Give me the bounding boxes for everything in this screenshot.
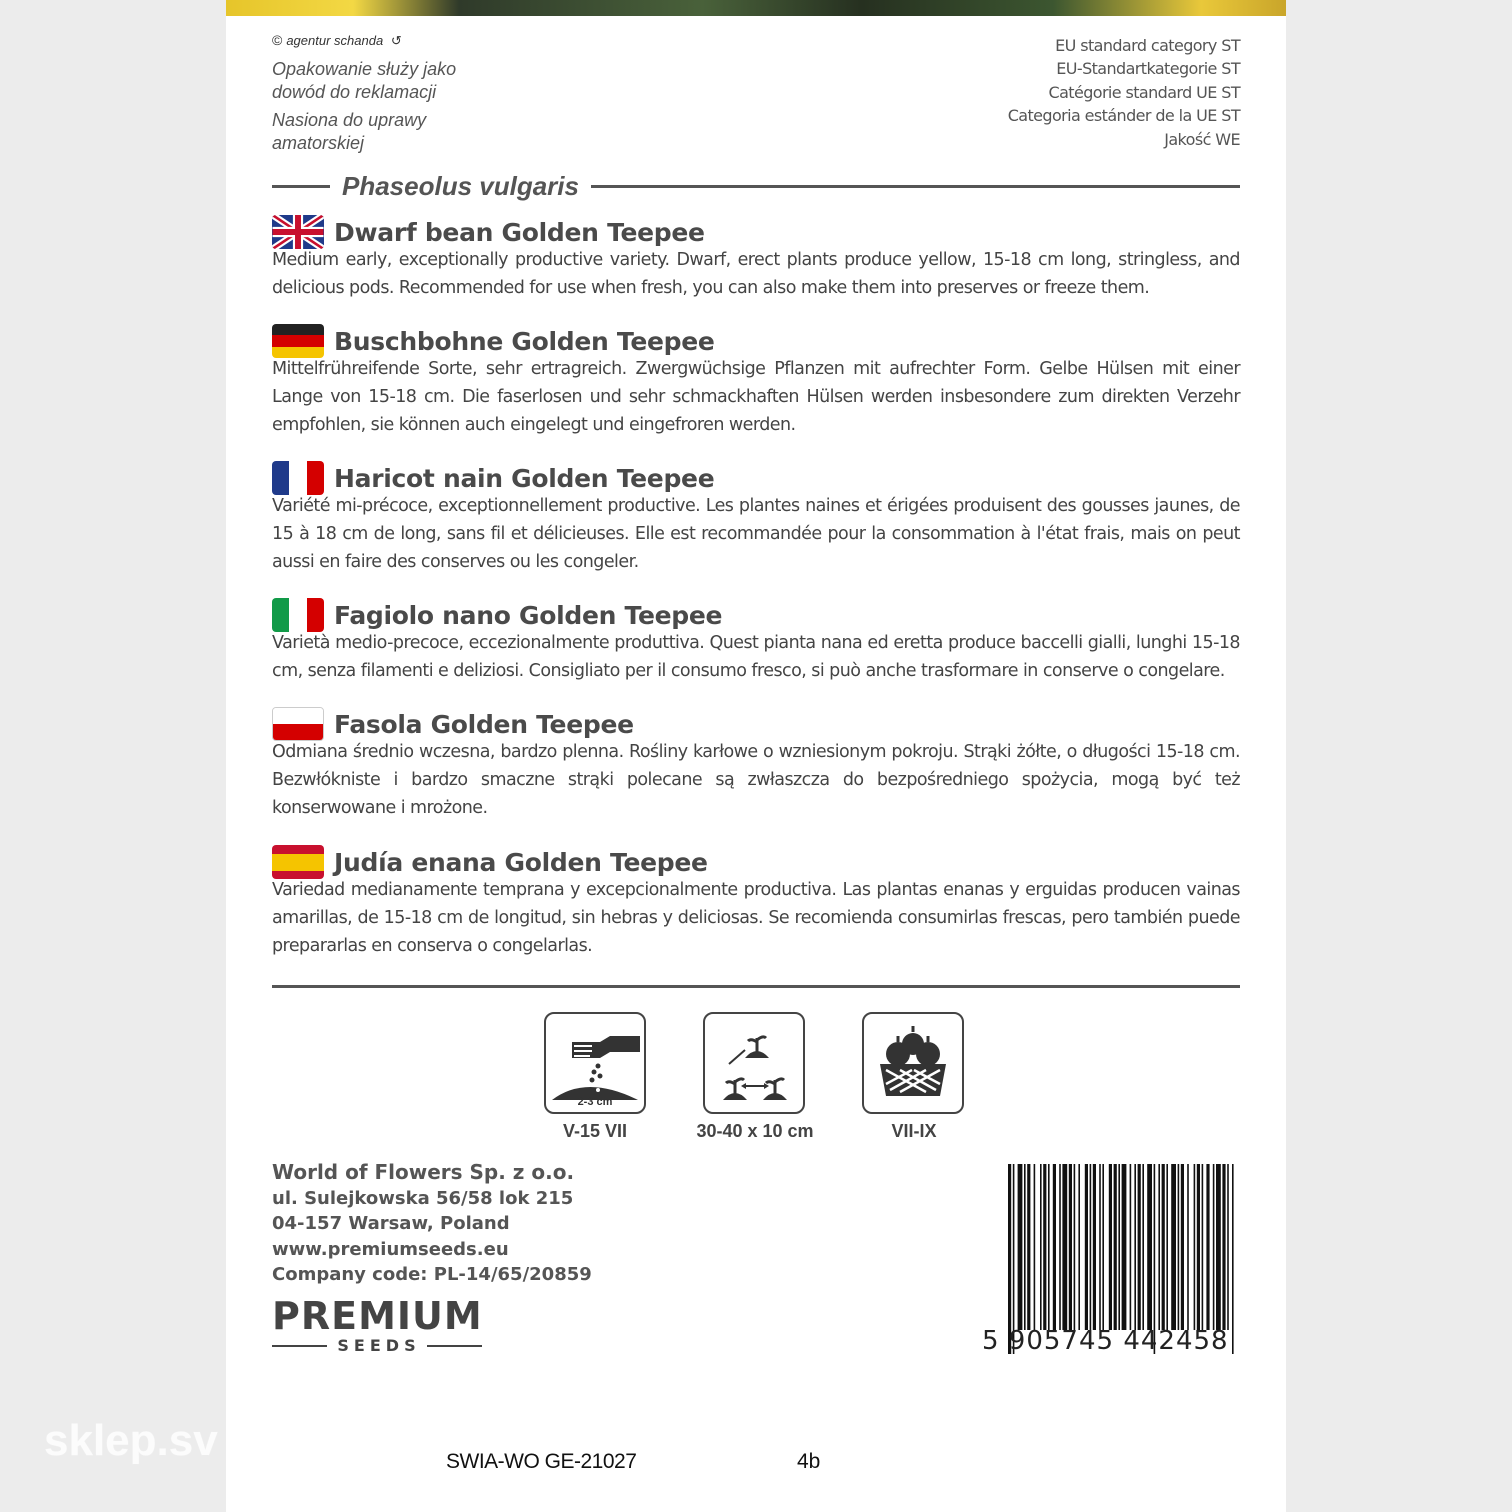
spacing-label: 30-40 x 10 cm [696, 1121, 814, 1141]
seed-packet-back [226, 0, 1286, 1512]
barcode-bar [1048, 1164, 1050, 1330]
barcode-bar [1085, 1164, 1088, 1330]
signature-mark-icon: ↺ [390, 33, 402, 48]
watermark: sklep.sv [44, 1416, 218, 1465]
latin-name-row [272, 168, 1240, 204]
barcode-bar [1147, 1164, 1152, 1330]
legal-notes-pl [272, 58, 572, 160]
barcode-bar [1018, 1164, 1023, 1330]
print-number: 4b [797, 1450, 821, 1473]
copyright-icon: © [272, 32, 283, 48]
barcode-bar [1099, 1164, 1101, 1330]
barcode-bar [1114, 1164, 1117, 1330]
spain-flag-icon [272, 845, 324, 879]
sowing-time-label: V-15 VII [562, 1121, 628, 1141]
barcode-bar [1043, 1164, 1046, 1330]
divider-long [591, 185, 1240, 188]
harvest-time-label: VII-IX [891, 1121, 937, 1141]
barcode-bar [1142, 1164, 1144, 1330]
barcode-bar [1074, 1164, 1076, 1330]
latin-name: Phaseolus vulgaris [342, 170, 579, 201]
eu-category-de: EU-Standartkategorie ST [1056, 59, 1240, 79]
barcode-bar [1034, 1164, 1036, 1330]
section-body: Odmiana średnio wczesna, bardzo plenna. Rośliny karłowe o wzniesionym pokroju. Strąki żółte, o długości 15-18 cm. Bezwłókniste i bardzo smaczne strąki polecane są zwłaszcza do bezpośredniego spożycia, mogą być też konserwowane i mrożone. [272, 742, 1240, 818]
barcode-bar [1134, 1164, 1136, 1330]
section-de [272, 323, 1240, 439]
poland-flag-icon [272, 707, 324, 741]
barcode-bar [1118, 1164, 1120, 1330]
barcode-bar [1102, 1164, 1104, 1330]
barcode-bar [1227, 1164, 1229, 1330]
france-flag-icon [272, 461, 324, 495]
company-name: World of Flowers Sp. z o.o. [272, 1160, 575, 1184]
logo-seeds: SEEDS [337, 1336, 421, 1355]
barcode-bar [1216, 1164, 1221, 1330]
barcode-bar [1130, 1164, 1132, 1330]
sowing-depth: 2-3 cm [577, 1096, 613, 1108]
barcode-bar [1162, 1164, 1165, 1330]
divider-short [272, 185, 330, 188]
company-code: Company code: PL-14/65/20859 [272, 1264, 592, 1285]
barcode-bar [1027, 1164, 1030, 1330]
barcode-number: 5 905745 442458 [982, 1326, 1229, 1356]
barcode-bar [1197, 1164, 1200, 1330]
section-it [272, 597, 1240, 685]
barcode-bar [1166, 1164, 1168, 1330]
barcode-bar [1122, 1164, 1127, 1330]
company-city: 04-157 Warsaw, Poland [272, 1213, 510, 1234]
amateur-note: Nasiona do uprawy amatorskiej [272, 110, 427, 153]
section-body: Variedad medianamente temprana y excepcionalmente productiva. Las plantas enanas y erguidas producen vainas amarillas, de 15-18 cm de longitud, sin hebras y deliciosas. Se recomienda consumirlas frescas, pero también puede prepararlas en conserva o congelarlas. [272, 880, 1240, 956]
germany-flag-icon [272, 324, 324, 358]
barcode-bar [1171, 1164, 1176, 1330]
section-title: Fasola Golden Teepee [334, 709, 634, 739]
barcode-bar [1090, 1164, 1092, 1330]
section-divider [272, 985, 1240, 988]
barcode-bar [1024, 1164, 1026, 1330]
barcode-bar [1053, 1164, 1056, 1330]
barcode-bar [1158, 1164, 1160, 1330]
harvest-basket-icon [862, 1012, 964, 1114]
company-street: ul. Sulejkowska 56/58 lok 215 [272, 1187, 574, 1209]
company-website[interactable]: www.premiumseeds.eu [272, 1238, 509, 1260]
barcode-bar [1181, 1164, 1184, 1330]
barcode-bar [1109, 1164, 1112, 1330]
packet-photo-strip [226, 0, 1286, 16]
barcode-bar [1093, 1164, 1096, 1330]
premium-seeds-logo [272, 1296, 482, 1355]
section-title: Dwarf bean Golden Teepee [334, 217, 705, 247]
eu-category-es: Categoria estánder de la UE ST [1007, 106, 1240, 126]
section-pl [272, 706, 1240, 822]
photo-copyright: © agentur schanda ↺ [272, 32, 402, 48]
eu-category-pl: Jakość WE [1164, 129, 1240, 149]
section-title: Buschbohne Golden Teepee [334, 326, 715, 356]
barcode-bar [1059, 1164, 1061, 1330]
eu-standard-notes [940, 34, 1240, 151]
barcode-bar [1078, 1164, 1080, 1330]
barcode-bar [1194, 1164, 1196, 1330]
eu-category-en: EU standard category ST [1055, 36, 1240, 55]
barcode-bar [1222, 1164, 1225, 1330]
section-es [272, 844, 1240, 960]
barcode-bar [1202, 1164, 1204, 1330]
section-body: Medium early, exceptionally productive variety. Dwarf, erect plants produce yellow, 15-18 cm long, stringless, and delicious pods. Recommended for use when fresh, you can also make them into preserves or freeze them. [272, 250, 1240, 298]
barcode-bar [1069, 1164, 1072, 1330]
section-body: Varietà medio-precoce, eccezionalmente produttiva. Quest pianta nana ed eretta produce baccelli gialli, lunghi 15-18 cm, senza filamenti e deliziosi. Consigliato per il consumo fresco, si può anche trasformare in conserve o congelare. [272, 633, 1240, 681]
eu-category-fr: Catégorie standard UE ST [1048, 82, 1240, 102]
section-title: Haricot nain Golden Teepee [334, 463, 715, 493]
section-title: Fagiolo nano Golden Teepee [334, 600, 723, 630]
section-fr [272, 460, 1240, 576]
barcode-bar [1062, 1164, 1067, 1330]
italy-flag-icon [272, 598, 324, 632]
print-code: SWIA-WO GE-21027 [446, 1450, 637, 1473]
logo-premium: PREMIUM [272, 1294, 483, 1338]
uk-flag-icon [272, 215, 324, 249]
barcode-bar [1187, 1164, 1189, 1330]
section-body: Variété mi-précoce, exceptionnellement productive. Les plantes naines et érigées produisent des gousses jaunes, de 15 à 18 cm de long, sans fil et délicieuses. Elle est recommandée pour la consommation à l'état frais, mais on peut aussi en faire des conserves ou les congeler. [272, 496, 1240, 572]
section-body: Mittelfrühreifende Sorte, sehr ertragreich. Zwergwüchsige Pflanzen mit aufrechter Form. Gelbe Hülsen mit einer Lange von 15-18 cm. Die faserlosen und sehr schmackhaften Hülsen werden insbesondere zum direkten Verzehr empfohlen, sie können auch eingelegt und eingefroren werden. [272, 359, 1240, 435]
section-en [272, 214, 1240, 302]
barcode-bar [1178, 1164, 1180, 1330]
barcode-bar [1040, 1164, 1042, 1330]
complaint-note: Opakowanie służy jako dowód do reklamacji [272, 59, 457, 102]
sowing-hand-icon [544, 1012, 646, 1114]
plant-spacing-icon [703, 1012, 805, 1114]
barcode-bar [1213, 1164, 1215, 1330]
barcode-bar [1206, 1164, 1209, 1330]
section-title: Judía enana Golden Teepee [334, 847, 708, 877]
barcode-bar [1138, 1164, 1141, 1330]
